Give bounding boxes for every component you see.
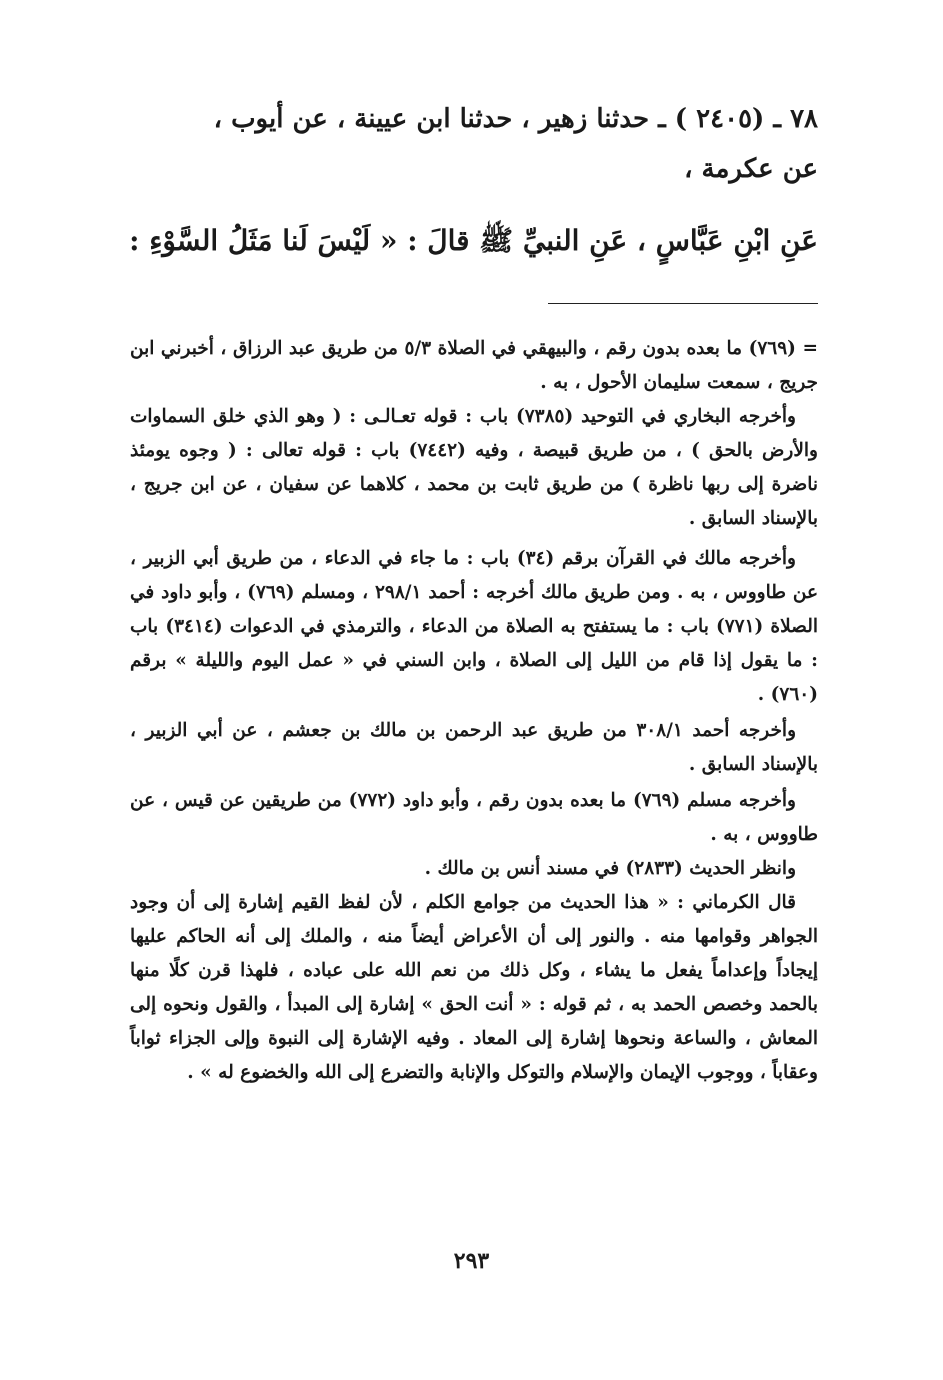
footnote-paragraph-7: قال الكرماني : « هذا الحديث من جوامع الكلم ، لأن لفظ القيم إشارة إلى أن وجود الجواهر وقوامها منه . والنور إلى أن الأعراض أيضاً منه ، والملك إلى أنه الحاكم عليها إيجاداً وإعداماً يفعل ما يشاء ، وكل ذلك من نعم الله على عباده ، فلهذا قرن كلًا منها بالحمد وخصص الحمد به ، ثم قوله : « أنت الحق » إشارة إلى المبدأ ، والقول ونحوه إلى المعاش ، والساعة ونحوها إشارة إلى المعاد . وفيه الإشارة إلى النبوة وإلى الجزاء ثواباً وعقاباً ، ووجوب الإيمان والإسلام والتوكل والإنابة والتضرع إلى الله والخضوع له » . [130, 892, 818, 1083]
footnote-paragraph-6: وانظر الحديث (٢٨٣٣) في مسند أنس بن مالك . [424, 858, 796, 879]
page-number: ٢٩٣ [453, 1248, 490, 1274]
hadith-line-3: عَنِ ابْنِ عَبَّاسٍ ، عَنِ النبيِّ ﷺ قالَ : « لَيْسَ لَنا مَثَلُ السَّوْءِ : [129, 224, 818, 257]
footnote-paragraph-2: وأخرجه البخاري في التوحيد (٧٣٨٥) باب : قوله تعـالـى : ( وهو الذي خلق السماوات والأرض بالحق ) ، من طريق قبيصة ، وفيه (٧٤٤٢) باب : قوله تعالى : ( وجوه يومئذ ناضرة إلى ربها ناظرة ) من طريق ثابت بن محمد ، كلاهما عن سفيان ، عن ابن جريج ، بالإسناد السابق . [130, 406, 818, 529]
footnote-paragraph-1: = (٧٦٩) ما بعده بدون رقم ، والبيهقي في الصلاة ٥/٣ من طريق عبد الرزاق ، أخبرني ابن جريج ، سمعت سليمان الأحول ، به . [130, 338, 818, 393]
footnote-paragraph-4: وأخرجه أحمد ٣٠٨/١ من طريق عبد الرحمن بن مالك بن جعشم ، عن أبي الزبير ، بالإسناد السابق . [130, 720, 818, 775]
footnotes [130, 332, 818, 1090]
footnote-paragraph-5: وأخرجه مسلم (٧٦٩) ما بعده بدون رقم ، وأبو داود (٧٧٢) من طريقين عن قيس ، عن طاووس ، به . [130, 790, 818, 845]
hadith-line-2: عن عكرمة ، [684, 154, 818, 184]
hadith-line-1: ٧٨ ـ (٢٤٠٥ ) ـ حدثنا زهير ، حدثنا ابن عيينة ، عن أيوب ، [213, 104, 818, 134]
footnote-paragraph-3: وأخرجه مالك في القرآن برقم (٣٤) باب : ما جاء في الدعاء ، من طريق أبي الزبير ، عن طاووس ، به . ومن طريق مالك أخرجه : أحمد ٢٩٨/١ ، ومسلم (٧٦٩) ، وأبو داود في الصلاة (٧٧١) باب : ما يستفتح به الصلاة من الدعاء ، والترمذي في الدعوات (٣٤١٤) باب : ما يقول إذا قام من الليل إلى الصلاة ، وابن السني في « عمل اليوم والليلة » برقم (٧٦٠) . [130, 548, 818, 705]
footnote-separator [548, 303, 818, 304]
